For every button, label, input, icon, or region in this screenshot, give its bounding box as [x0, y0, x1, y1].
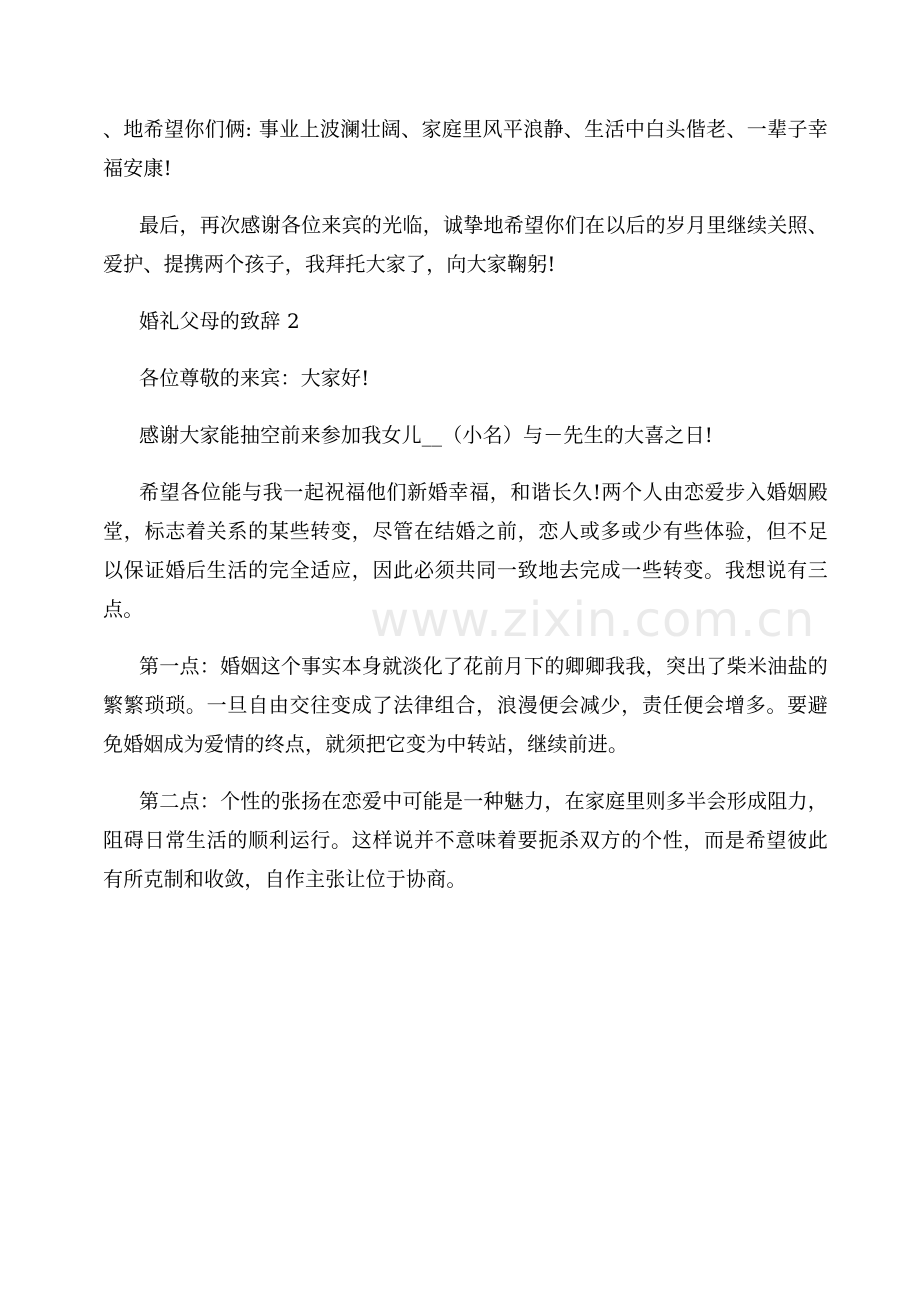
document-body [103, 110, 828, 917]
paragraph-blessing: 希望各位能与我一起祝福他们新婚幸福，和谐长久!两个人由恋爱步入婚姻殿堂，标志着关系的某些转变，尽管在结婚之前，恋人或多或少有些体验，但不足以保证婚后生活的完全适应，因此必须共同一致地去完成一些转变。我想说有三点。 [103, 480, 828, 621]
paragraph-closing-thanks: 最后，再次感谢各位来宾的光临，诚挚地希望你们在以后的岁月里继续关照、爱护、提携两个孩子，我拜托大家了，向大家鞠躬! [103, 213, 828, 276]
paragraph-greeting: 各位尊敬的来宾：大家好! [139, 366, 370, 390]
paragraph-point-one: 第一点：婚姻这个事实本身就淡化了花前月下的卿卿我我，突出了柴米油盐的繁繁琐琐。一旦自由交往变成了法律组合，浪漫便会减少，责任便会增多。要避免婚姻成为爱情的终点，就须把它变为中转站，继续前进。 [103, 654, 828, 756]
paragraph-point-two: 第二点：个性的张扬在恋爱中可能是一种魅力，在家庭里则多半会形成阻力，阻碍日常生活的顺利运行。这样说并不意味着要扼杀双方的个性，而是希望彼此有所克制和收敛，自作主张让位于协商。 [103, 789, 828, 891]
section-title: 婚礼父母的致辞 2 [139, 309, 300, 333]
watermark: www.zixin.com.cn [370, 592, 816, 648]
paragraph-thanks: 感谢大家能抽空前来参加我女儿__（小名）与－先生的大喜之日! [139, 423, 714, 447]
paragraph-continuation: 、地希望你们俩: 事业上波澜壮阔、家庭里风平浪静、生活中白头偕老、一辈子幸福安康! [103, 117, 828, 180]
